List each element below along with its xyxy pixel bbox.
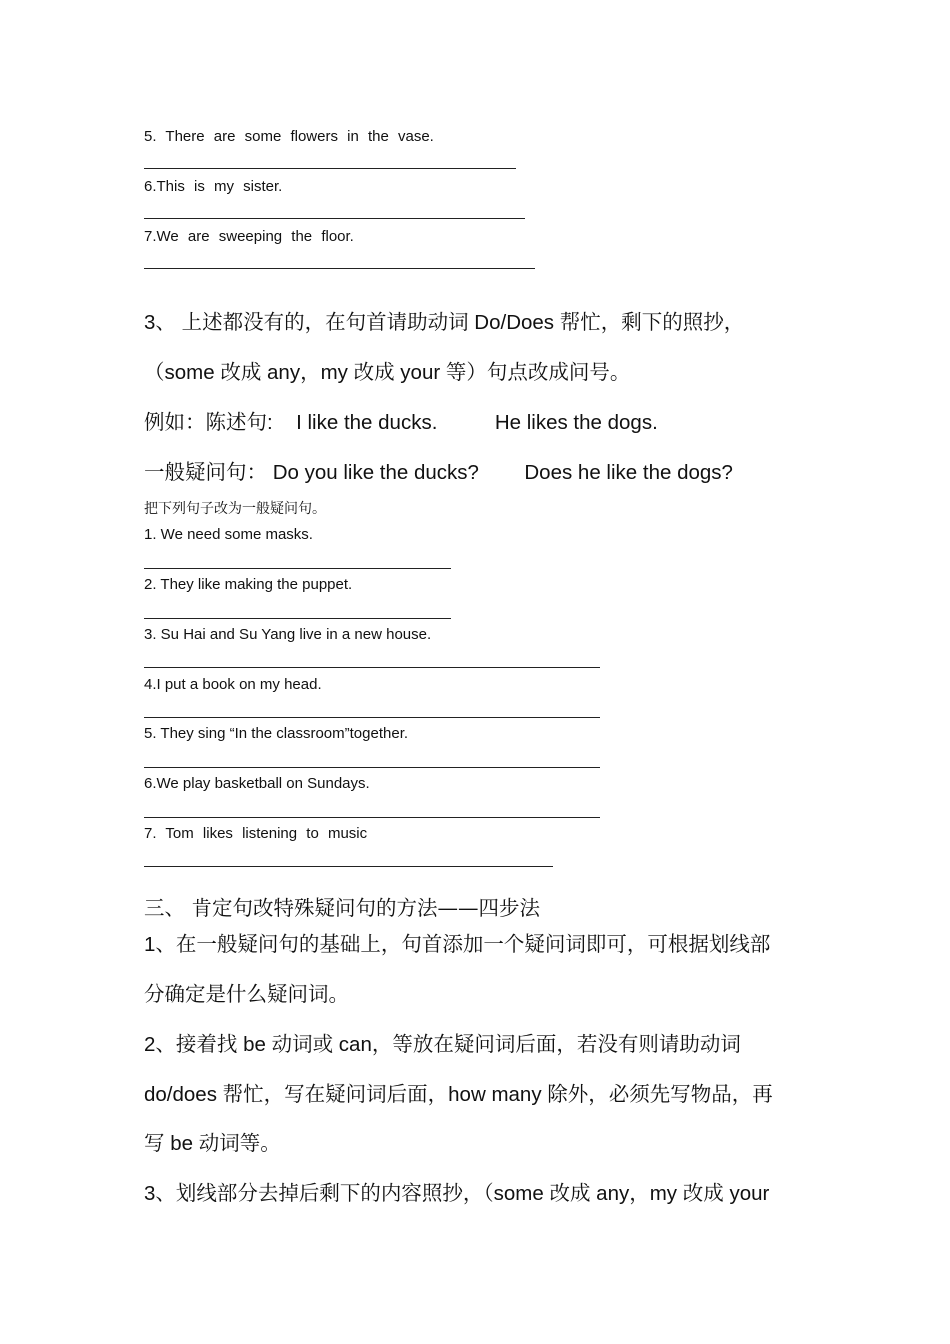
- step3-line-2: （some 改成 any，my 改成 your 等）句点改成问号。: [144, 361, 631, 384]
- exercise-item-5: 5. There are some flowers in the vase.: [144, 128, 434, 145]
- section3-p2-line1: 2、接着找 be 动词或 can，等放在疑问词后面，若没有则请助动词: [144, 1033, 741, 1056]
- answer-line[interactable]: [144, 268, 535, 269]
- answer-line[interactable]: [144, 618, 451, 619]
- section3-p1-line1: 1、在一般疑问句的基础上，句首添加一个疑问词即可，可根据划线部: [144, 933, 771, 956]
- answer-line[interactable]: [144, 717, 600, 718]
- exercise-item-4: 4.I put a book on my head.: [144, 676, 322, 693]
- answer-line[interactable]: [144, 168, 516, 169]
- answer-line[interactable]: [144, 767, 600, 768]
- question-sentence-a: Do you like the ducks?: [272, 461, 479, 484]
- exercise-item-6: 6.We play basketball on Sundays.: [144, 775, 370, 792]
- exercise-item-1: 1. We need some masks.: [144, 526, 313, 543]
- section3-p1-line2: 分确定是什么疑问词。: [144, 983, 349, 1006]
- example-label: 例如：陈述句:: [144, 411, 273, 434]
- answer-line[interactable]: [144, 817, 600, 818]
- example-sentence-b: He likes the dogs.: [494, 411, 658, 434]
- answer-line[interactable]: [144, 667, 600, 668]
- answer-line[interactable]: [144, 218, 525, 219]
- exercise-instruction: 把下列句子改为一般疑问句。: [144, 501, 326, 517]
- question-sentence-b: Does he like the dogs?: [524, 461, 733, 484]
- step3-line-1: 3、 上述都没有的，在句首请助动词 Do/Does 帮忙，剩下的照抄，: [144, 311, 745, 334]
- exercise-item-3: 3. Su Hai and Su Yang live in a new house.: [144, 626, 432, 643]
- example-question-row: [144, 463, 733, 484]
- exercise-item-7: 7. Tom likes listening to music: [144, 825, 368, 842]
- section3-p2-line3: 写 be 动词等。: [144, 1132, 281, 1155]
- exercise-item-6: 6.This is my sister.: [144, 178, 283, 195]
- question-label: 一般疑问句：: [144, 461, 267, 484]
- exercise-item-2: 2. They like making the puppet.: [144, 576, 353, 593]
- answer-line[interactable]: [144, 866, 553, 867]
- exercise-item-5: 5. They sing “In the classroom”together.: [144, 725, 409, 742]
- section3-p3-line1: 3、划线部分去掉后剩下的内容照抄，（some 改成 any，my 改成 your: [144, 1182, 770, 1205]
- section-heading: 三、 肯定句改特殊疑问句的方法——四步法: [144, 896, 541, 920]
- example-statement-row: [144, 413, 658, 434]
- exercise-item-7: 7.We are sweeping the floor.: [144, 228, 354, 245]
- answer-line[interactable]: [144, 568, 451, 569]
- section3-p2-line2: do/does 帮忙，写在疑问词后面，how many 除外，必须先写物品，再: [144, 1083, 773, 1106]
- example-sentence-a: I like the ducks.: [296, 411, 438, 434]
